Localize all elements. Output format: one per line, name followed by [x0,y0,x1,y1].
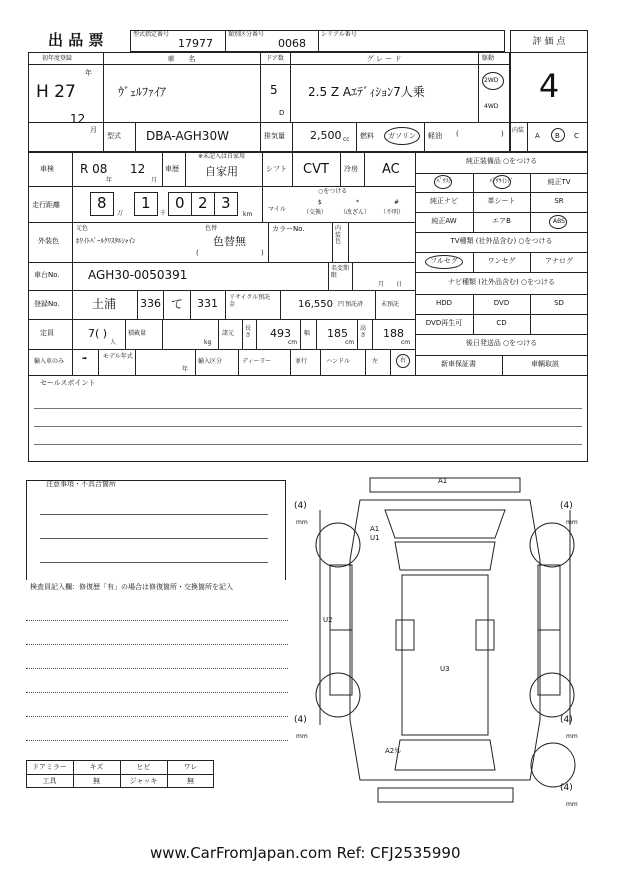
history-value: 自家用 [205,165,238,178]
light-oil-label: 軽油 [428,132,442,140]
repaint-label: 色替 [205,225,218,232]
genuine-equip-label: 純正装備品 ○をつける [465,157,538,165]
plate-class: 336 [140,297,161,310]
displacement-unit: cc [343,136,350,143]
mile-dollar: $ [318,199,322,206]
width-value: 185 [327,327,348,340]
parallel-option: 並行 [295,358,308,365]
handle-right: 右 [400,357,407,364]
caution-label: 注意事項・不具合箇所 [46,480,116,488]
name-change-label: 名変期限 [331,265,350,279]
damage-mark-a1-left: A1 [370,525,380,533]
length-unit: cm [288,339,298,346]
legend-header-break: ワレ [183,763,198,771]
mile-unknown: （不明） [380,209,405,216]
mileage-digit-3: 0 [175,194,185,212]
equip-airbag: エアB [492,217,511,225]
model-year-unit: 年 [182,366,189,373]
mileage-digit-4: 2 [198,194,208,212]
tv-type-label: TV種類 (社外品含む) ○をつける [450,237,553,245]
docs-manual: 車輌取説 [531,360,559,368]
caution-area [26,480,286,580]
eval-label: 評 価 点 [532,37,566,47]
drive-label: 駆動 [482,55,495,62]
displacement-value: 2,500 [310,129,342,142]
tv-fullseg: フルセグ [430,257,458,265]
exterior-label: 外装色 [38,237,59,245]
tread-unit-spare: mm [566,801,578,808]
width-unit: cm [345,339,355,346]
color-no-label: カラーNo. [272,225,305,233]
grade-label: グ レ ー ド [366,55,402,63]
drive-4wd: 4WD [484,103,499,110]
plate-number: 331 [197,297,218,310]
tread-unit-fl: mm [296,519,308,526]
height-value: 188 [383,327,404,340]
serial-label: シリアル番号 [321,31,357,38]
displacement-label: 排気量 [264,132,285,140]
nav-hdd: HDD [435,299,453,307]
first-reg-label: 初年度登録 [42,55,73,62]
repaint-value: 色替無 [213,235,246,248]
model-year-label: モデル年式 [103,353,133,360]
inspection-year-unit: 年 [106,177,113,184]
length-value: 493 [270,327,291,340]
car-name-label: 車 名 [167,55,196,63]
dim-label: 諸元 [222,330,235,337]
plate-area: 土浦 [92,297,117,311]
docs-label: 後日発送品 ○をつける [465,339,538,347]
chassis-label: 車台No. [34,271,60,279]
category-label: 類別区分番号 [228,31,265,38]
interior-b: B [555,132,560,140]
legend-header-scratch: キズ [89,763,104,771]
inspection-month-unit: 月 [151,177,158,184]
plate-label: 登録No. [34,300,60,308]
year-unit: 年 [85,69,92,77]
equip-genuine-nav: 純正ナビ [430,197,458,205]
hood-outline [385,510,505,538]
sen-unit: 千 [160,210,167,217]
mile-hash: # [394,199,400,206]
tv-oneseg: ワンセグ [487,257,516,265]
length-label: 長さ [245,325,252,339]
handle-left: 左 [372,358,379,365]
legend-header-mirror: ドアミラー [32,763,67,771]
sales-point-label: セールスポイント [40,379,96,387]
import-class-label: 輸入区分 [198,358,223,365]
doors-value: 5 [270,83,278,97]
first-reg-era: H 27 [36,82,76,102]
windshield-outline [395,542,495,570]
footer-ref: Ref: CFJ2535990 [336,844,461,862]
shift-value: CVT [303,162,329,177]
handle-label: ハンドル [326,358,351,365]
equip-genuine-aw: 純正AW [431,217,457,225]
recycle-value: 16,550 [298,299,333,310]
equip-abs: ABS [553,218,565,225]
equip-sunroof: SR [554,197,564,205]
mile-exchange: （交換） [303,209,328,216]
footer-url: www.CarFromJapan.com [150,844,332,862]
tread-spare: (4) [560,783,573,793]
inspector-label: 検査員記入欄：修復歴「有」の場合は修復箇所・交換箇所を記入 [30,583,233,591]
grade-value: 2.5 Z Aｴﾃﾞｨｼｮﾝ7人乗 [308,85,425,99]
tread-unit-rr: mm [566,733,578,740]
interior-a: A [535,132,540,140]
car-name-value: ｳﾞｪﾙﾌｧｲｱ [118,85,167,99]
mileage-digit-5: 3 [221,194,231,212]
mileage-digit-2: 1 [141,194,151,212]
plate-kana: て [171,297,184,311]
recycle-unpaid: 未預託 [381,301,400,308]
legend-tools: 工具 [42,777,57,785]
doors-suffix: D [279,109,285,117]
rear-bumper-outline [378,788,513,802]
orig-color-label: 元色 [76,225,89,232]
category-value: 0068 [278,37,306,50]
equip-power-window: ﾊﾟﾜｳｲﾝﾄﾞ [489,178,514,185]
damage-mark-a2: A2ｸﾚ [385,747,402,755]
equip-genuine-tv: 純正TV [547,178,571,186]
damage-mark-u2: U2 [323,616,333,624]
inspection-era: R 08 [80,162,108,176]
type-label: 型式 [107,132,121,140]
tread-rear-right: (4) [560,715,573,725]
nav-dvd: DVD [493,299,510,307]
fuel-label: 燃料 [360,132,374,140]
type-value: DBA-AGH30W [146,129,229,143]
eval-score: 4 [538,67,560,105]
damage-mark-u3: U3 [440,665,450,673]
shift-label: シフト [266,165,287,173]
front-right-wheel [530,523,574,567]
first-reg-month: 12 [70,112,86,126]
spare-wheel [531,743,575,787]
equip-power-steering: ﾊﾟﾜｽﾃ [436,178,452,185]
mile-modified: （改ざん） [340,209,371,216]
docs-warranty: 新車保証書 [441,360,476,368]
recycle-label: リサイクル預託金 [229,294,271,309]
history-label: 車歴 [165,165,179,173]
width-label: 幅 [304,330,311,337]
mileage-label: 走行距離 [32,201,60,209]
right-seat-outline [476,620,494,650]
tread-unit-rl: mm [296,733,308,740]
tread-front-left: (4) [294,501,307,511]
front-left-wheel [316,523,360,567]
tread-front-right: (4) [560,501,573,511]
rear-window-outline [395,740,495,770]
inspection-month: 12 [130,162,146,176]
tread-unit-fr: mm [566,519,578,526]
name-change-date: 月 日 [378,281,403,288]
mileage-digit-1: 8 [97,194,107,212]
drive-2wd: 2WD [484,77,499,84]
nav-cd: CD [496,319,507,327]
nav-type-label: ナビ種類 (社外品含む) ○をつける [447,278,556,286]
interior-color-label: 内装色 [335,225,342,246]
height-unit: cm [401,339,411,346]
legend-header-crack: ヒビ [136,763,151,771]
legend-jack: ジャッキ [129,777,158,785]
recycle-paid: 預託済 [345,301,364,308]
import-label: 輸入車のみ [34,358,65,365]
roof-outline [402,575,488,735]
interior-c: C [574,132,579,140]
recycle-unit: 円 [338,301,345,308]
history-note: ※未記入は自家用 [198,153,246,160]
left-seat-outline [396,620,414,650]
chassis-value: AGH30-0050391 [88,268,188,282]
height-label: 高さ [360,325,367,339]
model-spec-label: 型式指定番号 [133,31,170,38]
capacity-label: 定員 [40,329,54,337]
load-unit: kg [204,339,212,346]
interior-label: 内装 [512,127,525,134]
capacity-unit: 人 [110,339,117,346]
month-unit: 月 [90,126,97,134]
mile-circle-note: ○をつける [318,188,348,195]
car-diagram [290,470,600,810]
legend-tools-value: 無 [93,777,100,785]
damage-mark-a1-front: A1 [438,477,448,485]
tv-analog: アナログ [545,257,573,265]
dealer-option: ディーラー [242,358,272,365]
exterior-color-value: ﾎﾜｲﾄﾊﾟｰﾙｸﾘｽﾀﾙｼｬｲﾝ [76,237,136,245]
ac-label: 冷房 [344,165,358,173]
equip-leather-seat: 革シート [487,197,516,205]
model-spec-value: 17977 [178,37,213,50]
mile-label: マイル [268,206,286,213]
load-label: 積載量 [128,330,147,337]
mile-star: * [356,199,359,206]
capacity-value: 7( ) [88,327,108,340]
form-title: 出 品 票 [48,31,104,49]
man-unit: 万 [117,210,124,217]
ac-value: AC [382,162,400,177]
nav-dvd-playback: DVD再生可 [425,319,463,327]
footer-watermark [150,846,461,861]
legend-jack-value: 無 [187,777,194,785]
damage-mark-u1: U1 [370,534,380,542]
tread-rear-left: (4) [294,715,307,725]
km-unit: km [243,211,253,218]
fuel-value: ガソリン [388,132,416,140]
doors-label: ドア数 [266,55,284,62]
nav-sd: SD [554,299,564,307]
inspection-label: 車検 [40,165,54,173]
